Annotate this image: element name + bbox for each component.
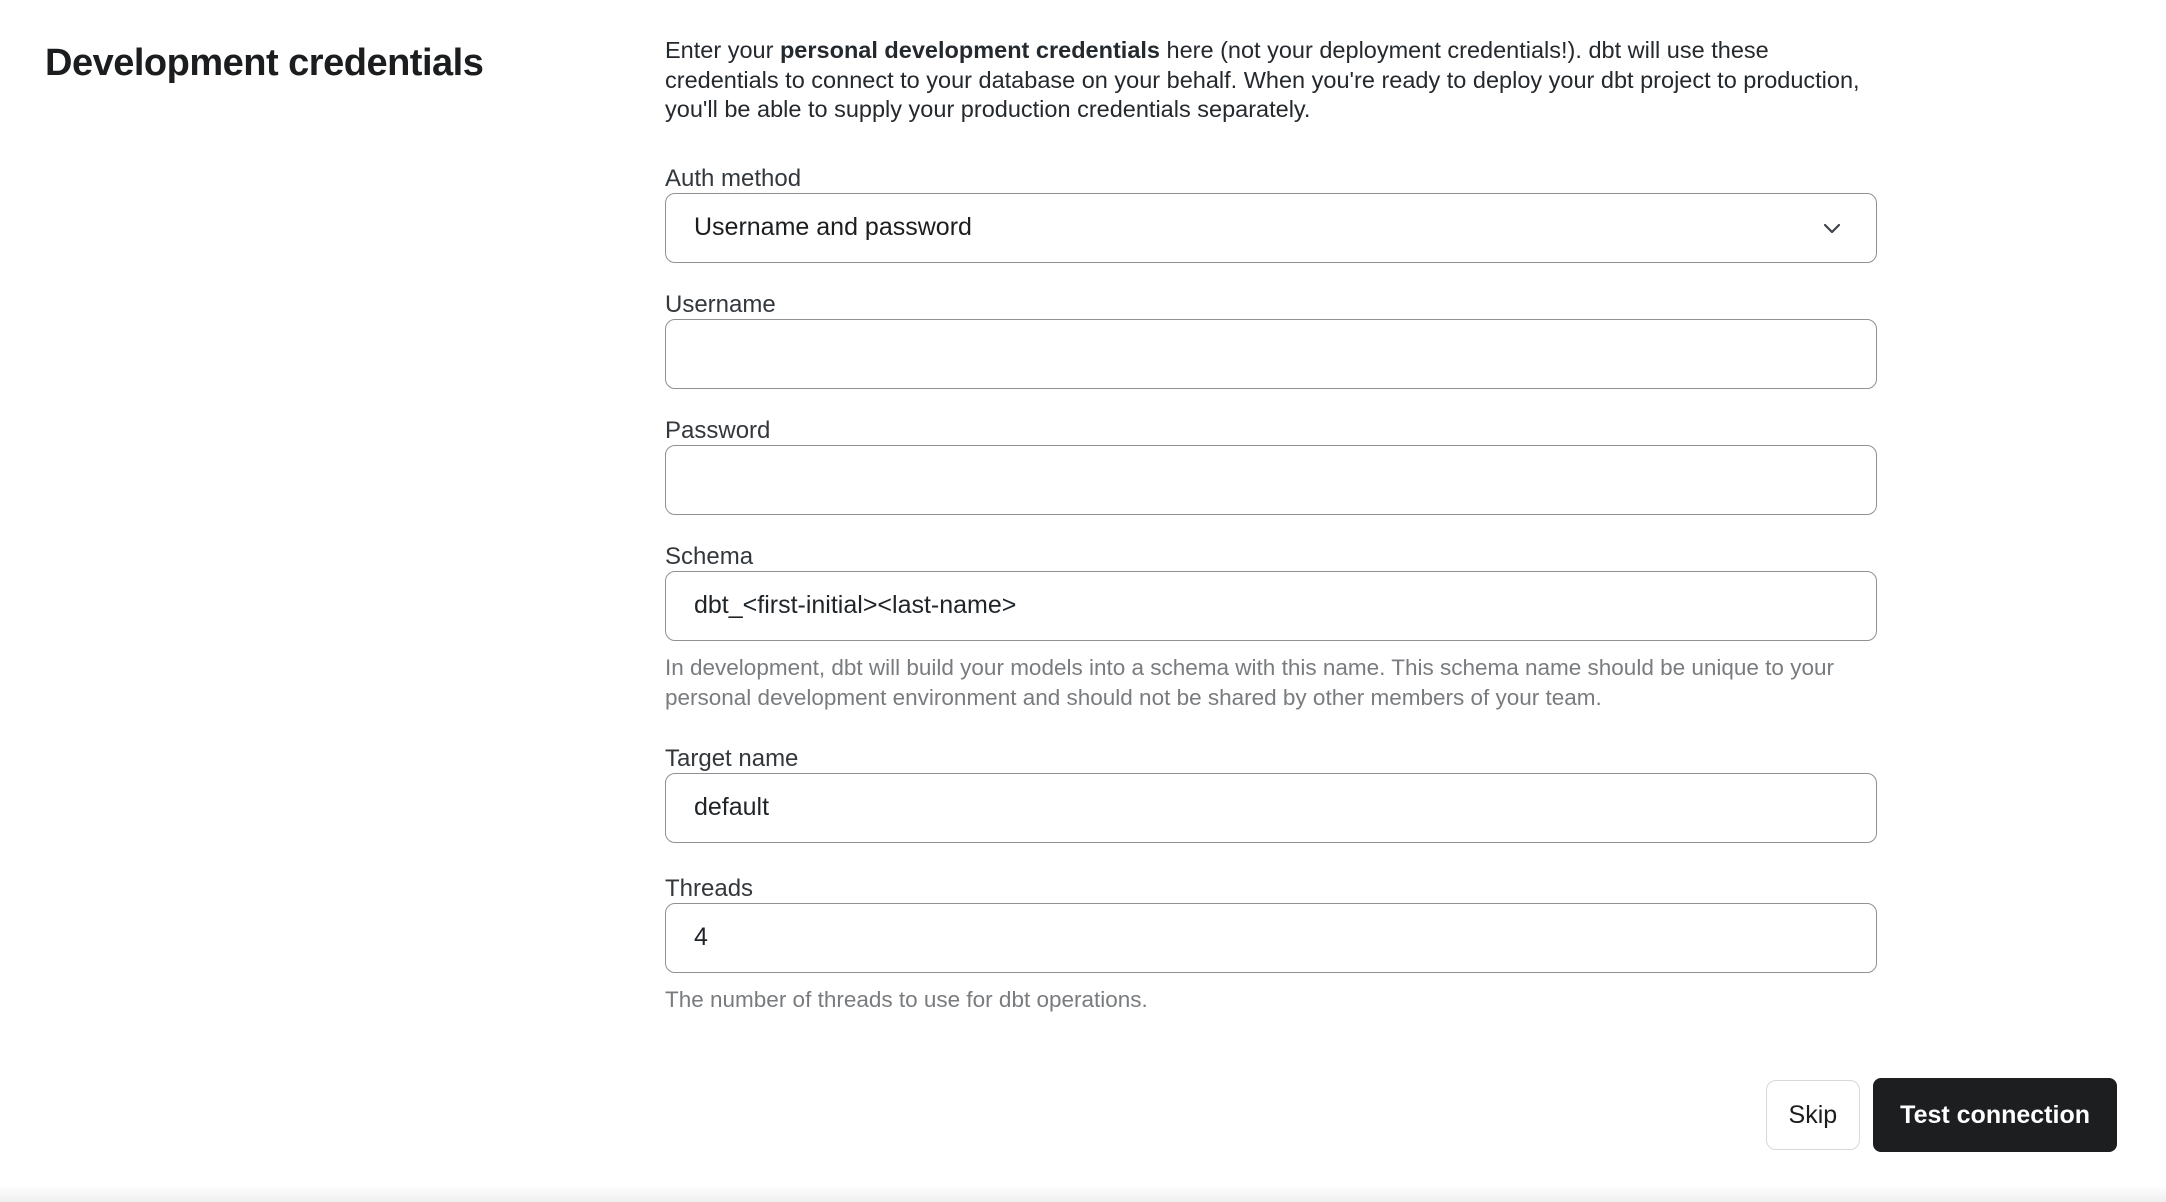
- threads-field-group: [665, 875, 1877, 1015]
- password-field-group: [665, 417, 1877, 515]
- intro-text: [665, 36, 1877, 125]
- schema-label: Schema: [665, 542, 754, 570]
- auth-method-field: [665, 165, 1877, 263]
- password-label: Password: [665, 416, 771, 444]
- username-field-group: [665, 291, 1877, 389]
- skip-button[interactable]: Skip: [1766, 1080, 1861, 1150]
- chevron-down-icon: [1820, 216, 1844, 240]
- auth-method-selected-value: Username and password: [694, 213, 972, 241]
- target-name-input[interactable]: [665, 773, 1877, 843]
- form-column: [665, 36, 1877, 1015]
- test-connection-button[interactable]: Test connection: [1873, 1078, 2117, 1152]
- auth-method-select[interactable]: [665, 193, 1877, 263]
- target-name-label: Target name: [665, 744, 799, 772]
- viewport-bottom-edge: [0, 1186, 2166, 1202]
- threads-input[interactable]: [665, 903, 1877, 973]
- username-input[interactable]: [665, 319, 1877, 389]
- schema-field-group: [665, 543, 1877, 713]
- threads-label: Threads: [665, 874, 754, 902]
- schema-input[interactable]: [665, 571, 1877, 641]
- password-input[interactable]: [665, 445, 1877, 515]
- title-column: [45, 36, 665, 1015]
- schema-help-text: In development, dbt will build your models into a schema with this name. This schema name should be unique to your personal development environment and should not be shared by other members of your team.: [665, 654, 1834, 710]
- username-label: Username: [665, 290, 776, 318]
- auth-method-label: Auth method: [665, 164, 802, 192]
- threads-help-text: The number of threads to use for dbt operations.: [665, 986, 1148, 1012]
- intro-suffix: here (not your deployment credentials!). dbt will use these credentials to connect to your database on your behalf. When you're ready to deploy your dbt project to production, you'll be able to supply your production credentials separately.: [665, 37, 1860, 122]
- intro-prefix: Enter your: [665, 37, 780, 63]
- intro-bold: personal development credentials: [779, 37, 1160, 63]
- page-title: Development credentials: [45, 42, 484, 84]
- target-name-field-group: [665, 745, 1877, 843]
- form-actions: [1766, 1078, 2117, 1152]
